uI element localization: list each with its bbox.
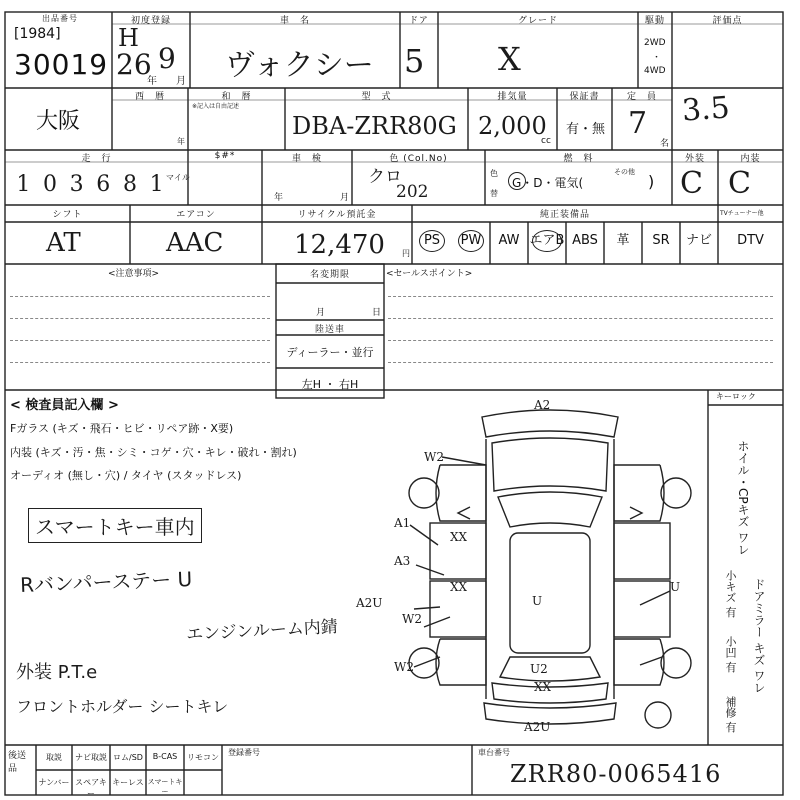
delivery-value: ディーラー・並行 [286, 346, 374, 359]
circle-mark-icon [532, 230, 562, 252]
footer-rom-sd: ロム/SD [113, 753, 143, 762]
cc-unit: cc [541, 136, 551, 146]
equip-navi: ナビ [685, 233, 712, 248]
equip-abs: ABS [572, 233, 598, 248]
ac-value: AAC [166, 228, 224, 258]
wareki-label: 和 暦 [221, 92, 252, 102]
chassis-label: 車台番号 [478, 748, 510, 757]
equip-airbag: エアB [528, 226, 566, 256]
spare-tire-icon [645, 702, 671, 728]
left-front-fender-shape [436, 465, 486, 521]
location: 大阪 [36, 109, 81, 134]
mileage-digit: 1 [16, 172, 31, 197]
first-reg-era: H [118, 24, 139, 52]
mirror-left-icon [458, 507, 470, 519]
inspector-line-glass: Fガラス (キズ・飛石・ヒビ・リペア跡・X要) [10, 422, 234, 435]
mark-left-rear: A3 [394, 554, 411, 568]
footer-smartkey: スマートキー [147, 778, 183, 796]
recycle-amount: 12,470 [294, 230, 385, 260]
windshield-shape [498, 492, 602, 527]
color-name: クロ [368, 167, 402, 187]
inspection-year-suffix: 年 [274, 193, 284, 203]
shift-label: シフト [52, 210, 83, 220]
recycle-yen: 円 [402, 249, 410, 258]
exterior-label: 外装 [684, 154, 705, 164]
inspector-title: < 検査員記入欄 > [10, 398, 119, 413]
circle-mark-icon [419, 230, 445, 252]
mark-left-rear-door: XX [450, 580, 468, 594]
mileage-digit: 0 [42, 172, 57, 197]
ac-label: エアコン [176, 210, 216, 220]
footer-spare-key: スペアキー [75, 778, 107, 798]
drive-2wd: 2WD [644, 38, 666, 48]
fuel-other: その他 [614, 168, 635, 176]
right-rear-door-shape [614, 581, 670, 637]
displacement-value: 2,000 [478, 112, 547, 140]
lot-number: 30019 [14, 48, 109, 81]
warranty-value: 有・無 [566, 122, 606, 137]
right-rear-fender-shape [614, 639, 664, 685]
equip-ps: PS [412, 226, 452, 256]
equip-sunroof: SR [652, 233, 670, 248]
equip-pw: PW [452, 226, 490, 256]
grade-value: X [498, 40, 521, 78]
wheel-front-right-icon [661, 478, 691, 508]
right-front-fender-shape [614, 465, 664, 521]
mark-rear-glass: U2 [530, 662, 548, 676]
delivery-label: 陸送車 [314, 325, 345, 335]
front-bumper-shape [482, 410, 618, 437]
name-change-label: 名変期限 [309, 270, 350, 280]
key-lock-label: キーロック [716, 392, 756, 401]
mileage-unit: マイル [166, 173, 190, 182]
footer-plate: ナンバー [38, 778, 70, 787]
seats-suffix: 名 [660, 139, 670, 149]
year-suffix: 年 [147, 76, 157, 87]
wareki-note: ※記入は自由記述 [192, 103, 240, 110]
reg-number-label: 登録番号 [228, 748, 260, 757]
side-text-mirror: ドアミラー キズ ワレ [752, 578, 766, 694]
chassis-number: ZRR80-0065416 [510, 760, 722, 788]
equip-aw: AW [498, 233, 520, 248]
name-change-day: 日 [372, 308, 382, 318]
fuel-close: ) [648, 172, 655, 191]
car-damage-diagram [356, 395, 700, 745]
mileage-digit: 8 [122, 172, 137, 197]
circle-mark-icon [458, 230, 484, 252]
mileage-digit: 6 [96, 172, 111, 197]
shift-value: AT [46, 228, 81, 258]
color-code: 202 [396, 182, 429, 202]
fuel-prefix-2: 替 [490, 189, 498, 198]
warranty-label: 保証書 [569, 92, 600, 102]
venue-label: 出品番号 [42, 14, 78, 23]
car-name: ヴォクシー [225, 48, 374, 83]
sales-point-label: <セールスポイント> [386, 269, 473, 279]
exterior-grade: C [680, 166, 703, 201]
score-value: 3.5 [680, 90, 731, 129]
fuel-options: G・D・電気( [512, 176, 584, 190]
equip-leather: 革 [616, 233, 630, 248]
roof-shape [510, 533, 590, 653]
west-year-label: 西 暦 [134, 92, 165, 102]
mark-roof: U [532, 594, 543, 608]
inspector-note-smartkey: スマートキー車内 [28, 508, 202, 543]
grade-label: グレード [517, 16, 558, 26]
row2-year-suffix: 年 [177, 137, 185, 146]
footer-remote: リモコン [187, 753, 219, 762]
model-label: 型 式 [361, 92, 392, 102]
doors-value: 5 [404, 42, 425, 80]
fuel-prefix: 色 [490, 169, 498, 178]
first-reg-label: 初度登録 [130, 16, 171, 26]
seats-label: 定 員 [626, 92, 657, 102]
side-text-small-scratch: 小キズ 有 [724, 570, 737, 618]
rear-glass-shape [500, 657, 600, 681]
mark-left-front: A1 [394, 516, 411, 530]
inspector-note-engine: エンジンルーム内錆 [185, 617, 339, 645]
wheel-front-left-icon [409, 478, 439, 508]
mark-tailgate: XX [534, 680, 552, 694]
steering-value: 左H ・ 右H [301, 378, 359, 391]
left-rear-fender-shape [436, 639, 486, 685]
mileage-digits [10, 172, 170, 197]
inspection-month-suffix: 月 [340, 193, 350, 203]
footer-bcas: B-CAS [152, 752, 178, 761]
mileage-digit: 1 [149, 172, 164, 197]
door-label: ドア [409, 16, 429, 26]
inspector-line-interior: 内装 (キズ・汚・焦・シミ・コゲ・穴・キレ・破れ・割れ) [10, 446, 297, 459]
inspection-label: 車 検 [291, 154, 322, 164]
fuel-label: 燃 料 [563, 154, 594, 164]
mark-front-bumper: A2 [534, 398, 551, 412]
first-reg-year: 26 [116, 48, 152, 81]
drive-label: 駆動 [644, 16, 665, 26]
meter-label: $#* [214, 151, 236, 161]
inspector-note-seat: フロントホルダー シートキレ [16, 697, 229, 716]
color-label: 色 (Col.No) [389, 154, 448, 164]
equip-dtv: DTV [737, 233, 764, 248]
side-text-wheel: ホイル・CPキズ ワレ [736, 440, 750, 556]
seats-value: 7 [628, 106, 648, 141]
mark-left-rear-quarter: W2 [394, 660, 414, 674]
mark-left-front-door: XX [450, 530, 468, 544]
recycle-label: リサイクル預託金 [297, 210, 377, 220]
equipment-label: 純正装備品 [539, 210, 590, 220]
mark-front-glass: W2 [424, 450, 444, 464]
inspector-line-audio: オーディオ (無し・穴) / タイヤ (スタッドレス) [10, 469, 242, 482]
score-label: 評価点 [712, 16, 743, 26]
mark-left-quarter: W2 [402, 612, 422, 626]
year-code: [1984] [14, 26, 61, 42]
car-name-label: 車 名 [279, 16, 310, 26]
displacement-label: 排気量 [497, 92, 528, 102]
footer-navi-manual: ナビ取説 [75, 753, 107, 762]
tuner-label: TVチューナー他 [720, 210, 764, 217]
mark-rear-bumper: A2U [524, 720, 551, 734]
mileage-digit: 3 [69, 172, 84, 197]
interior-grade: C [728, 166, 751, 201]
mark-right-rear: U [670, 580, 681, 594]
side-text-repair: 補修 有 [724, 696, 737, 733]
mileage-label: 走 行 [81, 154, 112, 164]
hood-shape [492, 438, 608, 491]
side-text-small-dent: 小凹 有 [724, 636, 737, 673]
auction-sheet: 出品番号 [1984] 30019 初度登録 H 26 年 9 月 車 名 ヴォクシー ドア 5 グレード X 駆動 2WD ・ 4WD 評価点 3.5 大阪 西 暦 年 和 暦 ※記入は自由記述 型 式 DBA-ZRR80G 排気量 2,000 cc 保証書 有・無 定 員 7 名 走 行 1 0 3 6 8 1 マイル $#* 車 検 年 月 色 (Col.No) クロ 202 燃 料 色 替 G・D・電気( その他 ) 外装 C 内装 C シフト AT エアコン AAC リサイクル預託金 12,470 円 純正装備品 TVチューナー他 PS PW AW エアB ABS 革 SR ナビ DTV <注意事項> 名変期限 月 日 陸送車 ディーラー・並行 左H ・ 右H <セールスポイント> < 検査員記入欄 > Fガラス (キズ・飛石・ヒビ・リペア跡・X要) 内装 (キズ・汚・焦・シミ・コゲ・穴・キレ・破れ・割れ) オーディオ (無し・穴) / タイヤ (スタッドレス) スマートキー車内 Rバンパーステー U エンジンルーム内錆 外装 P.T.e フロントホルダー シートキレ キーロック ホイル・CPキズ ワレ ドアミラー キズ ワレ 小キズ 有 小凹 有 補修 有 A2 W2 A1 XX A3 XX U A2U W2 U W2 U2 XX A2U 後送品 取説 ナビ取説 ロム/SD B-CAS リモコン ナンバー スペアキー キーレス スマートキー 登録番号 車台番号 ZRR80-0065416 [0, 0, 800, 800]
mark-left-fender: A2U [356, 596, 383, 610]
first-reg-month: 9 [158, 42, 176, 75]
caution-label: <注意事項> [108, 269, 160, 279]
wheel-rear-right-icon [661, 648, 691, 678]
month-suffix: 月 [176, 76, 186, 87]
inspector-note-exterior: 外装 P.T.e [16, 662, 98, 683]
right-front-door-shape [614, 523, 670, 579]
model-code: DBA-ZRR80G [292, 112, 457, 140]
inspector-note-bumper: Rバンパーステー U [19, 567, 193, 597]
interior-label: 内装 [740, 154, 761, 164]
name-change-month: 月 [316, 308, 326, 318]
return-items-label: 後送品 [8, 751, 27, 774]
footer-manual: 取説 [46, 753, 62, 762]
footer-keyless: キーレス [112, 778, 144, 787]
mirror-right-icon [630, 507, 642, 519]
drive-4wd: 4WD [644, 66, 666, 76]
